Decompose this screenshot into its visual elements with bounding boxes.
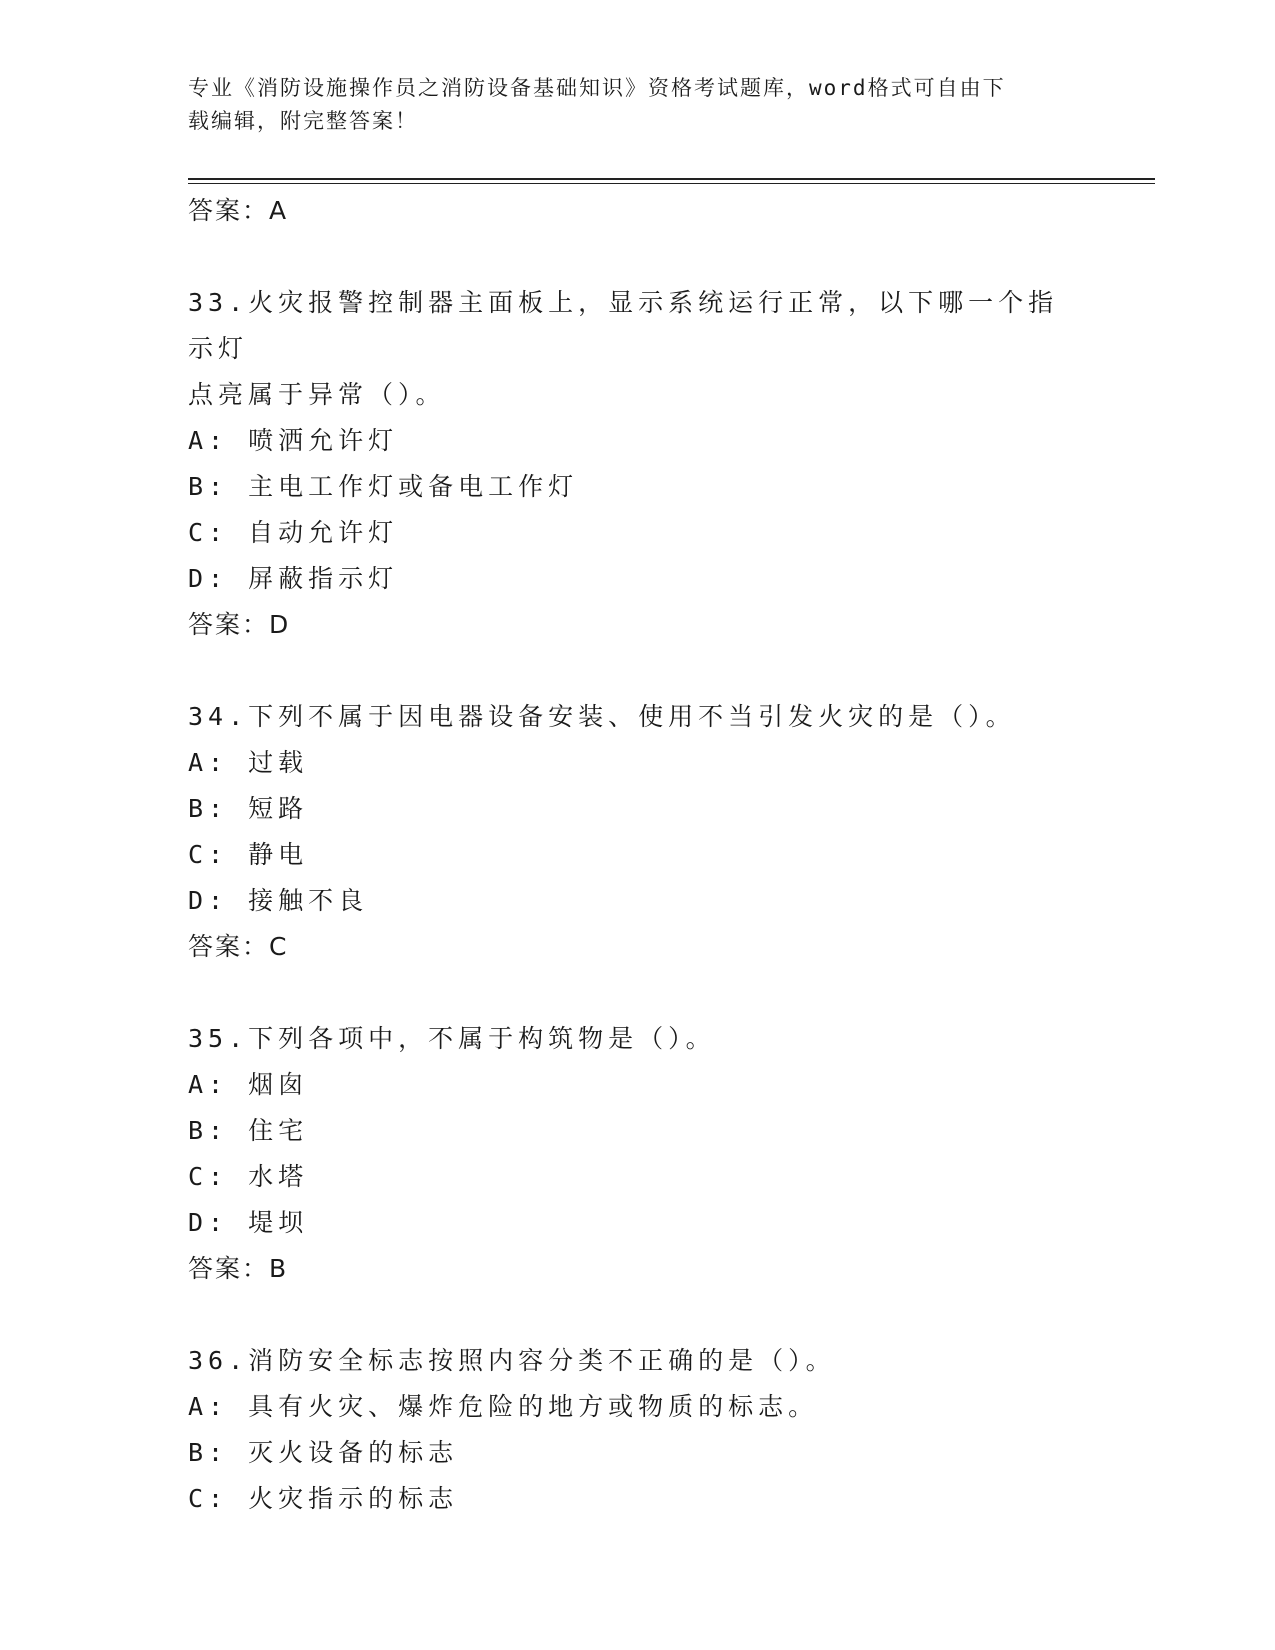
header-divider-thin [188,183,1155,184]
option-b: B: 主电工作灯或备电工作灯 [188,472,579,501]
question-list [188,188,1088,1522]
answer-label: 答案：C [188,932,289,961]
question-text: 34.下列不属于因电器设备安装、使用不当引发火灾的是（）。 [188,702,1016,731]
answer-label: 答案：D [188,610,291,639]
option-c: C: 静电 [188,840,309,869]
question-text: 36.消防安全标志按照内容分类不正确的是（）。 [188,1346,836,1375]
option-d: D: 接触不良 [188,886,369,915]
option-d: D: 屏蔽指示灯 [188,564,399,593]
question-text: 33.火灾报警控制器主面板上，显示系统运行正常，以下哪一个指示灯 [188,288,1059,363]
header-line-1: 专业《消防设施操作员之消防设备基础知识》资格考试题库，word格式可自由下 [188,76,1006,100]
option-a: A: 烟囱 [188,1070,309,1099]
option-a: A: 具有火灾、爆炸危险的地方或物质的标志。 [188,1392,819,1421]
document-header [188,72,1068,138]
option-a: A: 过载 [188,748,309,777]
option-c: C: 火灾指示的标志 [188,1484,459,1513]
question-text-cont: 点亮属于异常（）。 [188,380,446,409]
option-b: B: 灭火设备的标志 [188,1438,459,1467]
question-33 [188,280,1088,648]
question-36 [188,1338,1088,1522]
header-line-2: 载编辑，附完整答案！ [188,109,418,133]
option-d: D: 堤坝 [188,1208,309,1237]
option-b: B: 住宅 [188,1116,309,1145]
answer-label: 答案：B [188,1254,289,1283]
question-35 [188,1016,1088,1292]
answer-label: 答案：A [188,196,289,225]
question-text: 35.下列各项中，不属于构筑物是（）。 [188,1024,716,1053]
option-a: A: 喷洒允许灯 [188,426,399,455]
question-34 [188,694,1088,970]
option-c: C: 水塔 [188,1162,309,1191]
option-c: C: 自动允许灯 [188,518,399,547]
option-b: B: 短路 [188,794,309,823]
header-divider [188,178,1155,180]
